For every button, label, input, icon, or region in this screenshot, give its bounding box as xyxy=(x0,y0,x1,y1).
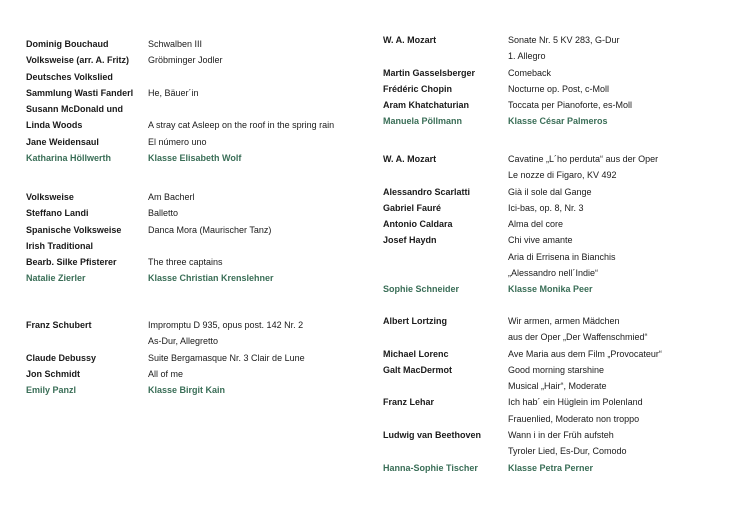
performer-row xyxy=(367,460,734,476)
program-row xyxy=(367,443,734,459)
program-row xyxy=(367,249,734,265)
composer-name: Volksweise xyxy=(26,192,74,202)
composer-name: Franz Schubert xyxy=(26,320,92,330)
piece-title: Sonate Nr. 5 KV 283, G-Dur xyxy=(508,35,620,45)
teacher-class: Klasse César Palmeros xyxy=(508,116,608,127)
program-row xyxy=(0,117,367,133)
performer-name: Katharina Höllwerth xyxy=(26,153,112,164)
piece-title: Suite Bergamasque Nr. 3 Clair de Lune xyxy=(148,352,305,363)
program-row xyxy=(367,167,734,183)
piece-title: The three captains xyxy=(148,257,223,268)
performer-row xyxy=(367,113,734,129)
program-row xyxy=(0,254,367,270)
piece-title: Good morning starshine xyxy=(508,364,605,375)
program-block xyxy=(367,313,734,476)
composer-name: Aram Khatchaturian xyxy=(383,100,470,111)
program-row xyxy=(367,394,734,410)
piece-title: Gröbminger Jodler xyxy=(148,55,223,66)
program-row xyxy=(0,189,367,205)
composer-name: Claude Debussy xyxy=(26,352,97,363)
piece-title: Am Bacherl xyxy=(148,192,195,202)
piece-title: El número uno xyxy=(148,136,207,147)
composer-name: Antonio Caldara xyxy=(383,219,453,230)
program-block xyxy=(0,317,367,398)
program-row xyxy=(367,265,734,281)
piece-title: Frauenlied, Moderato non troppo xyxy=(508,413,640,424)
composer-name: Albert Lortzing xyxy=(383,316,447,326)
composer-name: Jon Schmidt xyxy=(26,368,81,379)
program-row xyxy=(0,85,367,101)
composer-name: W. A. Mozart xyxy=(383,35,437,45)
program-row xyxy=(367,411,734,427)
program-row xyxy=(0,333,367,349)
program-row xyxy=(367,151,734,167)
piece-title: Schwalben III xyxy=(148,39,203,49)
composer-name: Franz Lehar xyxy=(383,397,435,408)
program-row xyxy=(367,32,734,48)
teacher-class: Klasse Christian Krenslehner xyxy=(148,273,274,284)
program-row xyxy=(367,232,734,248)
program-row xyxy=(367,313,734,329)
piece-title: Balletto xyxy=(148,208,179,219)
composer-name: Bearb. Silke Pfisterer xyxy=(26,257,117,268)
composer-name: Michael Lorenc xyxy=(383,348,449,359)
piece-title: Wann i in der Früh aufsteh xyxy=(508,430,614,441)
program-row xyxy=(367,362,734,378)
program-row xyxy=(0,36,367,52)
program-row xyxy=(0,69,367,85)
composer-name: Galt MacDermot xyxy=(383,364,453,375)
composer-name: Linda Woods xyxy=(26,120,83,131)
composer-name: Ludwig van Beethoven xyxy=(383,430,482,441)
performer-row xyxy=(0,270,367,286)
program-block xyxy=(0,189,367,287)
piece-title: As-Dur, Allegretto xyxy=(148,336,219,347)
performer-name: Hanna-Sophie Tischer xyxy=(383,462,478,473)
piece-title: Cavatine „L´ho perduta“ aus der Oper xyxy=(508,154,659,164)
composer-name: W. A. Mozart xyxy=(383,154,437,164)
piece-title: Danca Mora (Maurischer Tanz) xyxy=(148,224,272,235)
teacher-class: Klasse Elisabeth Wolf xyxy=(148,153,242,164)
composer-name: Frédéric Chopin xyxy=(383,83,453,94)
piece-title: Alma del core xyxy=(508,219,564,230)
composer-name: Susann McDonald und xyxy=(26,104,124,115)
teacher-class: Klasse Monika Peer xyxy=(508,284,593,295)
program-row xyxy=(367,81,734,97)
program-row xyxy=(367,97,734,113)
piece-title: Ich hab´ ein Hüglein im Polenland xyxy=(508,397,643,408)
program-row xyxy=(0,205,367,221)
performer-row xyxy=(0,382,367,398)
performer-name: Sophie Schneider xyxy=(383,284,460,295)
piece-title: Ave Maria aus dem Film „Provocateur“ xyxy=(508,348,662,359)
piece-title: Aria di Errisena in Bianchis xyxy=(508,251,616,262)
program-row xyxy=(0,101,367,117)
piece-title: Musical „Hair“, Moderate xyxy=(508,381,607,392)
piece-title: A stray cat Asleep on the roof in the spring rain xyxy=(148,120,335,131)
piece-title: Chi vive amante xyxy=(508,235,573,246)
composer-name: Josef Haydn xyxy=(383,235,437,246)
piece-title: All of me xyxy=(148,368,184,379)
composer-name: Spanische Volksweise xyxy=(26,224,122,235)
piece-title: aus der Oper „Der Waffenschmied“ xyxy=(508,332,648,343)
piece-title: Nocturne op. Post, c-Moll xyxy=(508,83,610,94)
piece-title: Impromptu D 935, opus post. 142 Nr. 2 xyxy=(148,320,304,330)
program-row xyxy=(0,222,367,238)
performer-name: Natalie Zierler xyxy=(26,273,86,284)
performer-name: Manuela Pöllmann xyxy=(383,116,463,127)
program-block xyxy=(0,36,367,166)
program-row xyxy=(0,350,367,366)
program-block xyxy=(367,151,734,298)
program-row xyxy=(367,378,734,394)
program-row xyxy=(367,346,734,362)
program-row xyxy=(0,317,367,333)
piece-title: „Alessandro nell´Indie“ xyxy=(508,268,599,279)
program-row xyxy=(0,52,367,68)
program-row xyxy=(367,200,734,216)
piece-title: Già il sole dal Gange xyxy=(508,186,592,197)
composer-name: Jane Weidensaul xyxy=(26,136,99,147)
piece-title: Comeback xyxy=(508,67,552,78)
composer-name: Deutsches Volkslied xyxy=(26,71,113,82)
performer-row xyxy=(367,281,734,297)
program-row xyxy=(367,216,734,232)
program-row xyxy=(367,48,734,64)
program-row xyxy=(367,427,734,443)
performer-row xyxy=(0,150,367,166)
program-row xyxy=(0,366,367,382)
piece-title: Ici-bas, op. 8, Nr. 3 xyxy=(508,202,584,213)
program-row xyxy=(367,329,734,345)
piece-title: Le nozze di Figaro, KV 492 xyxy=(508,170,617,181)
program-row xyxy=(367,65,734,81)
piece-title: Tyroler Lied, Es-Dur, Comodo xyxy=(508,446,627,457)
piece-title: Wir armen, armen Mädchen xyxy=(508,316,620,326)
composer-name: Sammlung Wasti Fanderl xyxy=(26,87,134,98)
composer-name: Martin Gasselsberger xyxy=(383,67,476,78)
teacher-class: Klasse Petra Perner xyxy=(508,462,594,473)
composer-name: Gabriel Fauré xyxy=(383,202,442,213)
composer-name: Volksweise (arr. A. Fritz) xyxy=(26,55,130,66)
piece-title: Toccata per Pianoforte, es-Moll xyxy=(508,100,633,111)
program-row xyxy=(0,238,367,254)
composer-name: Irish Traditional xyxy=(26,240,94,251)
program-block xyxy=(367,32,734,130)
composer-name: Alessandro Scarlatti xyxy=(383,186,471,197)
piece-title: He, Bäuer´in xyxy=(148,87,199,98)
composer-name: Dominig Bouchaud xyxy=(26,39,109,49)
program-row xyxy=(0,134,367,150)
performer-name: Emily Panzl xyxy=(26,385,77,396)
program-row xyxy=(367,184,734,200)
teacher-class: Klasse Birgit Kain xyxy=(148,385,226,396)
composer-name: Steffano Landi xyxy=(26,208,89,219)
piece-title: 1. Allegro xyxy=(508,51,546,62)
